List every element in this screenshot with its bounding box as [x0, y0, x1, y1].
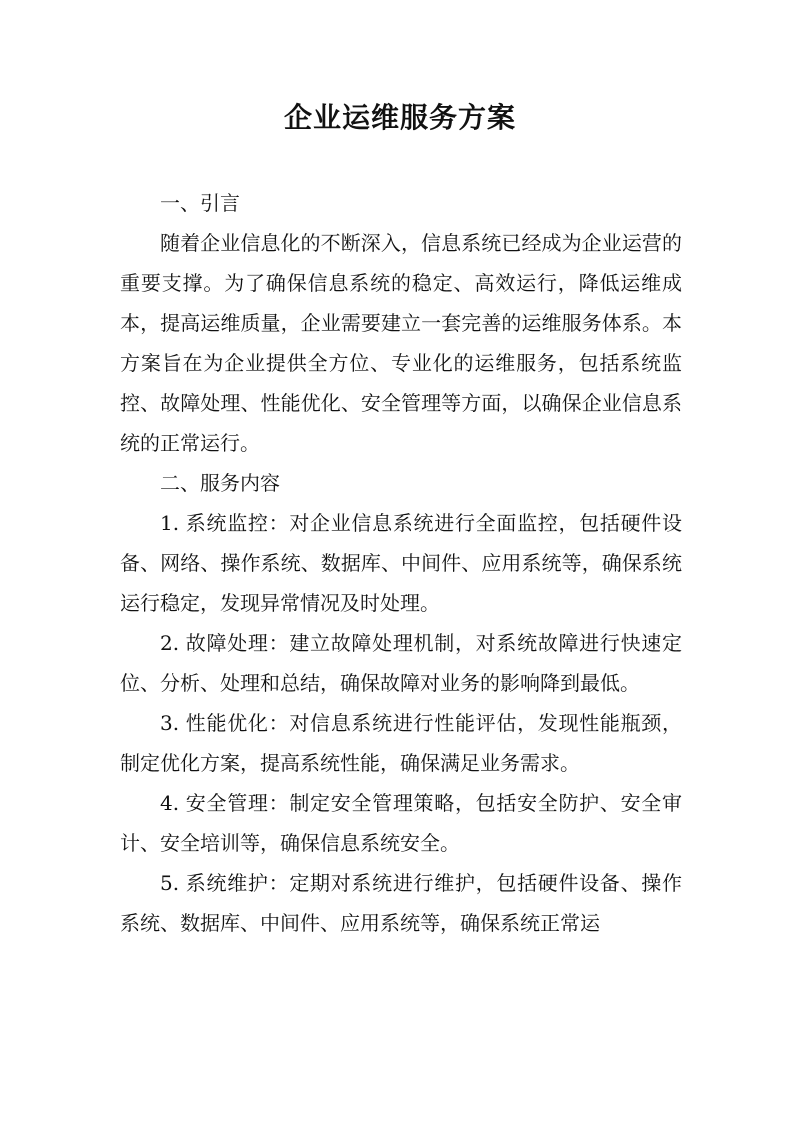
section-heading-introduction: 一、引言 [160, 191, 240, 215]
list-item-number: 4. [160, 791, 180, 815]
list-item-number: 5. [160, 871, 180, 895]
list-item [120, 623, 682, 703]
document-body [120, 183, 682, 943]
list-item-text: 性能优化：对信息系统进行性能评估，发现性能瓶颈，制定优化方案，提高系统性能，确保满足业务需求。 [120, 711, 682, 775]
list-item-text: 安全管理：制定安全管理策略，包括安全防护、安全审计、安全培训等，确保信息系统安全。 [120, 791, 682, 855]
list-item-text: 系统监控：对企业信息系统进行全面监控，包括硬件设备、网络、操作系统、数据库、中间件、应用系统等，确保系统运行稳定，发现异常情况及时处理。 [120, 511, 682, 615]
section-heading-service-content: 二、服务内容 [160, 471, 280, 495]
document-title: 企业运维服务方案 [283, 101, 516, 134]
introduction-paragraph: 随着企业信息化的不断深入，信息系统已经成为企业运营的重要支撑。为了确保信息系统的稳定、高效运行，降低运维成本，提高运维质量，企业需要建立一套完善的运维服务体系。本方案旨在为企业提供全方位、专业化的运维服务，包括系统监控、故障处理、性能优化、安全管理等方面，以确保企业信息系统的正常运行。 [120, 231, 682, 455]
list-item-number: 3. [160, 711, 180, 735]
list-item-number: 1. [160, 511, 180, 535]
list-item-number: 2. [160, 631, 180, 655]
list-item [120, 863, 682, 943]
list-item [120, 703, 682, 783]
list-item [120, 783, 682, 863]
list-item-text: 系统维护：定期对系统进行维护，包括硬件设备、操作系统、数据库、中间件、应用系统等，确保系统正常运 [120, 871, 682, 935]
list-item-text: 故障处理：建立故障处理机制，对系统故障进行快速定位、分析、处理和总结，确保故障对业务的影响降到最低。 [120, 631, 682, 695]
list-item [120, 503, 682, 623]
